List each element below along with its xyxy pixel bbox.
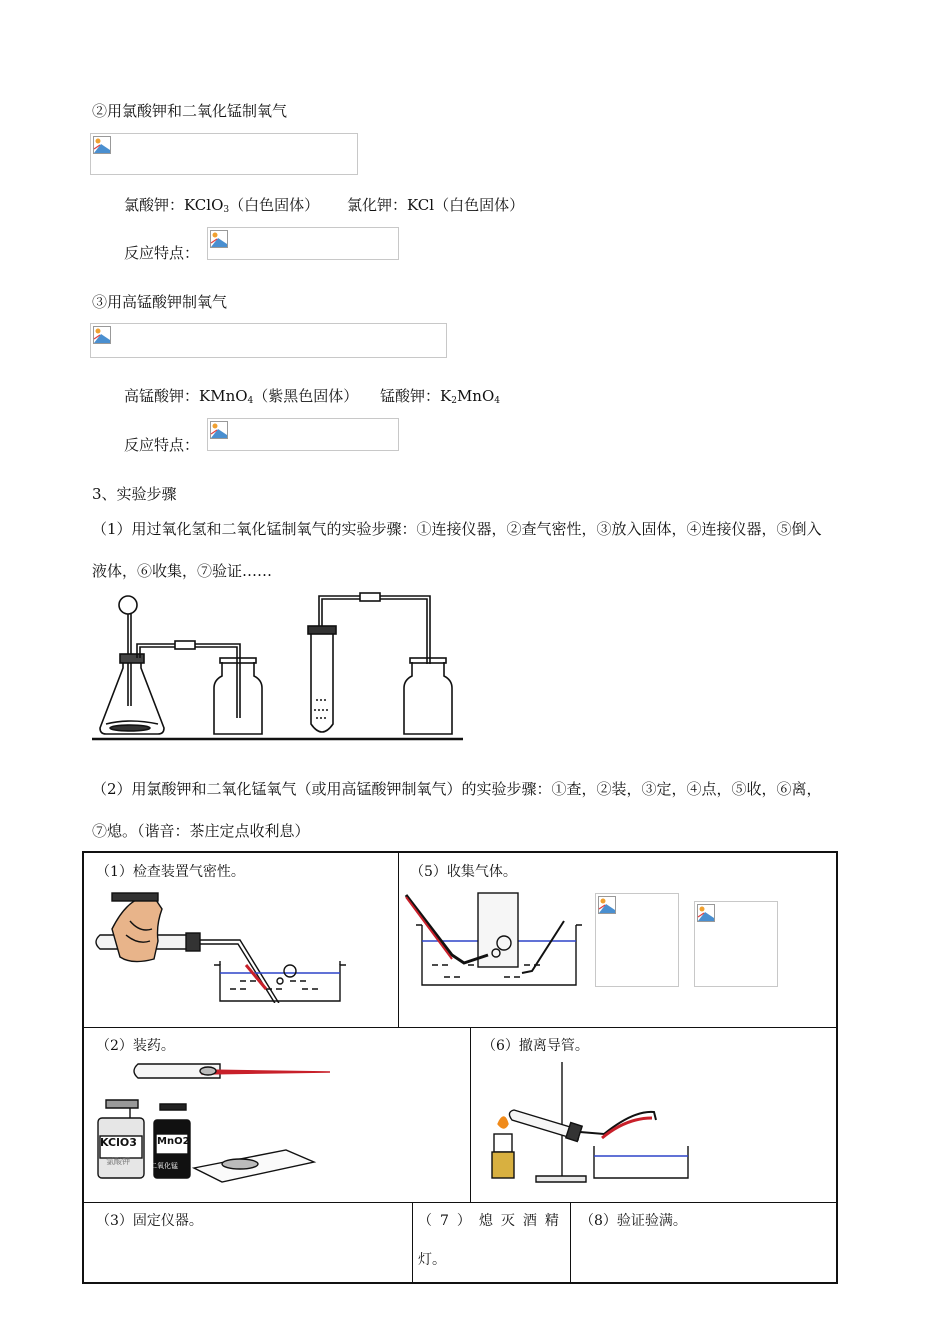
mno2-bottle-label: MnO2 bbox=[157, 1136, 190, 1147]
section-heading-kmno4: ③用高锰酸钾制氧气 bbox=[92, 293, 228, 311]
steps-paragraph-2: （2）用氯酸钾和二氧化锰氧气（或用高锰酸钾制氧气）的实验步骤：①查，②装，③定，④点，⑤收，⑥离， bbox=[92, 780, 822, 798]
feature-image-placeholder bbox=[207, 418, 399, 451]
kmno4-description: 高锰酸钾：KMnO$_4$（紫黑色固体） bbox=[124, 387, 359, 406]
table-cell-step1: （1）检查装置气密性。 bbox=[96, 864, 245, 880]
image-placeholder bbox=[694, 901, 778, 987]
broken-image-icon bbox=[93, 326, 111, 344]
broken-image-icon bbox=[598, 896, 616, 914]
equation-image-placeholder bbox=[90, 323, 447, 358]
table-cell-step6: （6）撤离导管。 bbox=[482, 1038, 589, 1054]
steps-paragraph-1: （1）用过氧化氢和二氧化锰制氧气的实验步骤：①连接仪器，②查气密性，③放入固体，④连接仪器，⑤倒入 bbox=[92, 520, 822, 538]
table-cell-step2: （2）装药。 bbox=[96, 1038, 175, 1054]
table-cell-step3: （3）固定仪器。 bbox=[96, 1213, 203, 1229]
steps-table bbox=[82, 851, 838, 1284]
reaction-feature-label: 反应特点： bbox=[124, 244, 200, 262]
kclo3-bottle-label: KClO3 bbox=[100, 1136, 137, 1149]
kcl-description: 氯化钾：KCl（白色固体） bbox=[347, 196, 525, 214]
table-cell-step5: （5）收集气体。 bbox=[410, 864, 517, 880]
broken-image-icon bbox=[697, 904, 715, 922]
broken-image-icon bbox=[210, 230, 228, 248]
table-cell-step7-cont: 灯。 bbox=[418, 1252, 446, 1268]
reaction-feature-label: 反应特点： bbox=[124, 436, 200, 454]
broken-image-icon bbox=[93, 136, 111, 154]
k2mno4-description: 锰酸钾：$K_2MnO_4$ bbox=[380, 387, 501, 406]
gas-collection-illustration bbox=[404, 885, 584, 989]
equation-image-placeholder bbox=[90, 133, 358, 175]
remove-tube-illustration bbox=[484, 1058, 704, 1186]
image-placeholder bbox=[595, 893, 679, 987]
section-heading-kclo3: ②用氯酸钾和二氧化锰制氧气 bbox=[92, 102, 288, 120]
table-cell-step8: （8）验证验满。 bbox=[580, 1213, 687, 1229]
kclo3-bottle-name: 氯酸钾 bbox=[106, 1157, 130, 1166]
broken-image-icon bbox=[210, 421, 228, 439]
table-cell-step7: （7）熄灭酒精 bbox=[418, 1213, 567, 1229]
airtightness-check-illustration bbox=[90, 885, 352, 1003]
steps-heading: 3、实验步骤 bbox=[92, 485, 177, 503]
apparatus-illustration bbox=[90, 588, 465, 743]
steps-paragraph-2-cont: ⑦熄。（谐音：茶庄定点收利息） bbox=[92, 822, 310, 840]
mno2-bottle-name: 二氧化锰 bbox=[150, 1162, 178, 1170]
kclo3-description: 氯酸钾：KClO$_3$（白色固体） bbox=[124, 196, 320, 215]
steps-paragraph-1-cont: 液体，⑥收集，⑦验证…… bbox=[92, 562, 273, 580]
feature-image-placeholder bbox=[207, 227, 399, 260]
